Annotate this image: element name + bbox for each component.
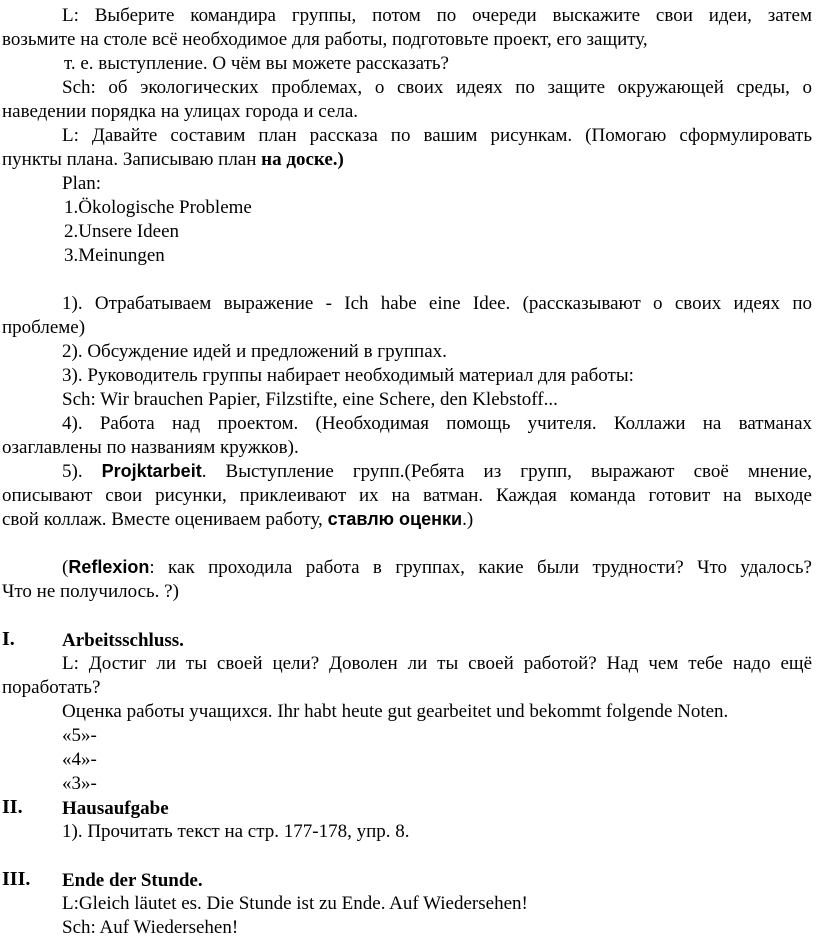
plan-item: 3.Meinungen	[64, 245, 165, 266]
text-span: : как проходила работа в группах, какие были трудности? Что удалось?	[149, 557, 812, 578]
paragraph-line: наведении порядка на улицах города и села.	[2, 101, 359, 122]
paragraph-line: Sch: Auf Wiedersehen!	[62, 917, 239, 938]
paragraph-line: L: Давайте составим план рассказа по вашим рисункам. (Помогаю сформулировать	[62, 125, 812, 146]
section-heading: Ende der Stunde.	[62, 870, 203, 891]
paragraph-line	[2, 508, 473, 531]
paragraph-line: Sch: Wir brauchen Papier, Filzstifte, eine Schere, den Klebstoff...	[62, 389, 558, 410]
paragraph-line: Sch: об экологических проблемах, о своих идеях по защите окружающей среды, о	[62, 77, 812, 98]
paragraph-line: L: Выберите командира группы, потом по очереди выскажите свои идеи, затем	[62, 5, 812, 26]
text-span: (	[62, 557, 69, 578]
plan-item: 2.Unsere Ideen	[64, 221, 180, 242]
bold-text: Reflexion	[68, 557, 150, 577]
bold-text: ставлю оценки	[327, 509, 463, 529]
text-span: .)	[462, 509, 474, 530]
paragraph-line: Оценка работы учащихся. Ihr habt heute gut gearbeitet und bekommt folgende Noten.	[62, 701, 729, 722]
paragraph-line: 2). Обсуждение идей и предложений в группах.	[62, 341, 447, 362]
paragraph-line: Что не получилось. ?)	[2, 581, 179, 602]
text-span: . Выступление групп.(Ребята из групп, выражают своё мнение,	[201, 461, 812, 482]
text-span: пункты плана. Записываю план	[2, 149, 262, 170]
paragraph-line	[2, 148, 344, 171]
plan-heading: Plan:	[62, 173, 102, 194]
section-number: I.	[2, 628, 15, 650]
paragraph-line: описывают свои рисунки, приклеивают их на ватман. Каждая команда готовит на выходе	[2, 485, 812, 506]
paragraph-line: 4). Работа над проектом. (Необходимая помощь учителя. Коллажи на ватманах	[62, 413, 812, 434]
plan-item: 1.Ökologische Probleme	[64, 197, 252, 218]
section-number: III.	[2, 868, 31, 890]
section-heading: Arbeitsschluss.	[62, 630, 184, 651]
paragraph-line: 3). Руководитель группы набирает необходимый материал для работы:	[62, 365, 634, 386]
grade-item: «3»-	[62, 773, 97, 794]
bold-text: на доске.)	[261, 149, 344, 170]
bold-text: Projktarbeit	[101, 461, 202, 481]
paragraph-line: 1). Прочитать текст на стр. 177-178, упр. 8.	[62, 821, 410, 842]
grade-item: «4»-	[62, 749, 97, 770]
paragraph-line: поработать?	[2, 677, 101, 698]
paragraph-line: проблеме)	[2, 317, 86, 338]
paragraph-line: L:Gleich läutet es. Die Stunde ist zu Ende. Auf Wiedersehen!	[62, 893, 528, 914]
paragraph-line: возьмите на столе всё необходимое для работы, подготовьте проект, его защиту,	[2, 29, 648, 50]
grade-item: «5»-	[62, 725, 97, 746]
text-span: 5).	[62, 461, 102, 482]
paragraph-line	[62, 460, 812, 483]
section-heading: Hausaufgabe	[62, 798, 169, 819]
paragraph-line: т. е. выступление. О чём вы можете рассказать?	[64, 53, 449, 74]
paragraph-line	[62, 556, 812, 579]
paragraph-line: озаглавлены по названиям кружков).	[2, 437, 299, 458]
paragraph-line: L: Достиг ли ты своей цели? Доволен ли ты своей работой? Над чем тебе надо ещё	[62, 653, 812, 674]
text-span: свой коллаж. Вместе оцениваем работу,	[2, 509, 328, 530]
paragraph-line: 1). Отрабатываем выражение - Ich habe eine Idee. (рассказывают о своих идеях по	[62, 293, 812, 314]
section-number: II.	[2, 796, 23, 818]
